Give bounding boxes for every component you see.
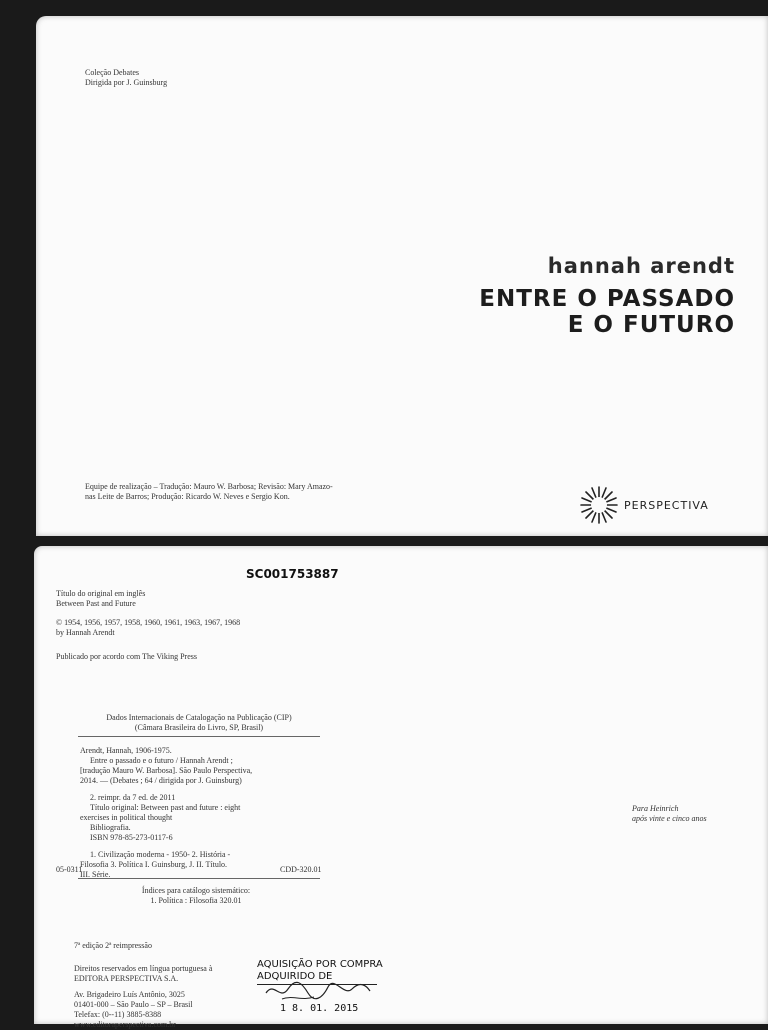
book-title [479, 286, 735, 338]
copyright-years: © 1954, 1956, 1957, 1958, 1960, 1961, 1963, 1967, 1968 [56, 618, 241, 627]
cdd-number: CDD-320.01 [280, 865, 322, 874]
publisher-logo [578, 484, 709, 526]
dedication-line-1: Para Heinrich [632, 804, 679, 813]
handwritten-signature [262, 979, 372, 1003]
cip-line: Bibliografia. [90, 823, 131, 832]
systematic-index [126, 886, 266, 906]
cover-page [36, 16, 768, 536]
cip-heading [79, 713, 319, 733]
cip-top-rule [78, 736, 320, 737]
edition-info: 7ª edição 2ª reimpressão [74, 941, 152, 950]
cip-line: Filosofia 3. Política I. Guinsburg, J. II. Título. [80, 860, 228, 869]
cip-line: 1. Civilização moderna - 1950- 2. História - [90, 850, 231, 859]
cip-line: III. Série. [80, 870, 111, 879]
original-title-value: Between Past and Future [56, 599, 136, 608]
address-line: Av. Brigadeiro Luís Antônio, 3025 [74, 990, 185, 999]
copyright-page [34, 546, 768, 1029]
cip-line: Arendt, Hannah, 1906-1975. [80, 746, 172, 755]
series-name: Coleção Debates [85, 68, 139, 77]
series-editor: Dirigida por J. Guinsburg [85, 78, 168, 87]
cip-bottom-rule [78, 878, 320, 879]
cip-line: Título original: Between past and future : eight [90, 803, 241, 812]
cip-line: exercises in political thought [80, 813, 173, 822]
credits [85, 482, 375, 502]
author-name: hannah arendt [547, 254, 735, 278]
title-line-1: ENTRE O PASSADO [479, 286, 735, 312]
dedication [632, 804, 707, 824]
title-line-2: E O FUTURO [567, 312, 735, 338]
publisher-legal-name: EDITORA PERSPECTIVA S.A. [74, 974, 179, 983]
catalog-id: SC001753887 [246, 567, 339, 581]
index-heading: Índices para catálogo sistemático: [141, 886, 251, 895]
sunburst-icon [578, 484, 620, 526]
copyright-holder: by Hannah Arendt [56, 628, 115, 637]
cip-heading-line-2: (Câmara Brasileira do Livro, SP, Brasil) [134, 723, 264, 732]
index-entry: 1. Política : Filosofia 320.01 [150, 896, 242, 905]
cip-line: 2014. — (Debates ; 64 / dirigida por J. Guinsburg) [80, 776, 242, 785]
telefax-line: Telefax: (0--11) 3885-8388 [74, 1010, 162, 1019]
rights-line: Direitos reservados em língua portuguesa à [74, 964, 213, 973]
cip-line: 2. reimpr. da 7 ed. de 2011 [90, 793, 176, 802]
classification-number: 05-0311 [56, 865, 83, 874]
cip-line: Entre o passado e o futuro / Hannah Arendt ; [90, 756, 233, 765]
original-title [56, 589, 145, 609]
website-line: www.editoraperspectiva.com.br [74, 1020, 176, 1029]
publishing-agreement: Publicado por acordo com The Viking Press [56, 652, 197, 661]
credits-line-1: Equipe de realização – Tradução: Mauro W. Barbosa; Revisão: Mary Amazo- [85, 482, 333, 491]
copyright-notice [56, 618, 296, 638]
original-title-label: Título do original em inglês [56, 589, 146, 598]
cip-line: [tradução Mauro W. Barbosa]. São Paulo Perspectiva, [80, 766, 253, 775]
rights-info [74, 964, 274, 1030]
credits-line-2: nas Leite de Barros; Produção: Ricardo W. Neves e Sergio Kon. [85, 492, 290, 501]
series-info [85, 68, 167, 88]
stamp-line-1: AQUISIÇÃO POR COMPRA [257, 959, 383, 970]
cip-paragraph-1 [80, 746, 330, 786]
cip-heading-line-1: Dados Internacionais de Catalogação na Publicação (CIP) [106, 713, 292, 722]
publisher-name: PERSPECTIVA [624, 498, 709, 512]
cip-line: ISBN 978-85-273-0117-6 [90, 833, 173, 842]
postal-line: 01401-000 – São Paulo – SP – Brasil [74, 1000, 193, 1009]
dedication-line-2: após vinte e cinco anos [632, 814, 707, 823]
stamp-date: 1 8. 01. 2015 [280, 1003, 359, 1014]
stamp-line-2: ADQUIRIDO DE [257, 971, 333, 982]
cip-paragraph-2 [80, 793, 330, 843]
